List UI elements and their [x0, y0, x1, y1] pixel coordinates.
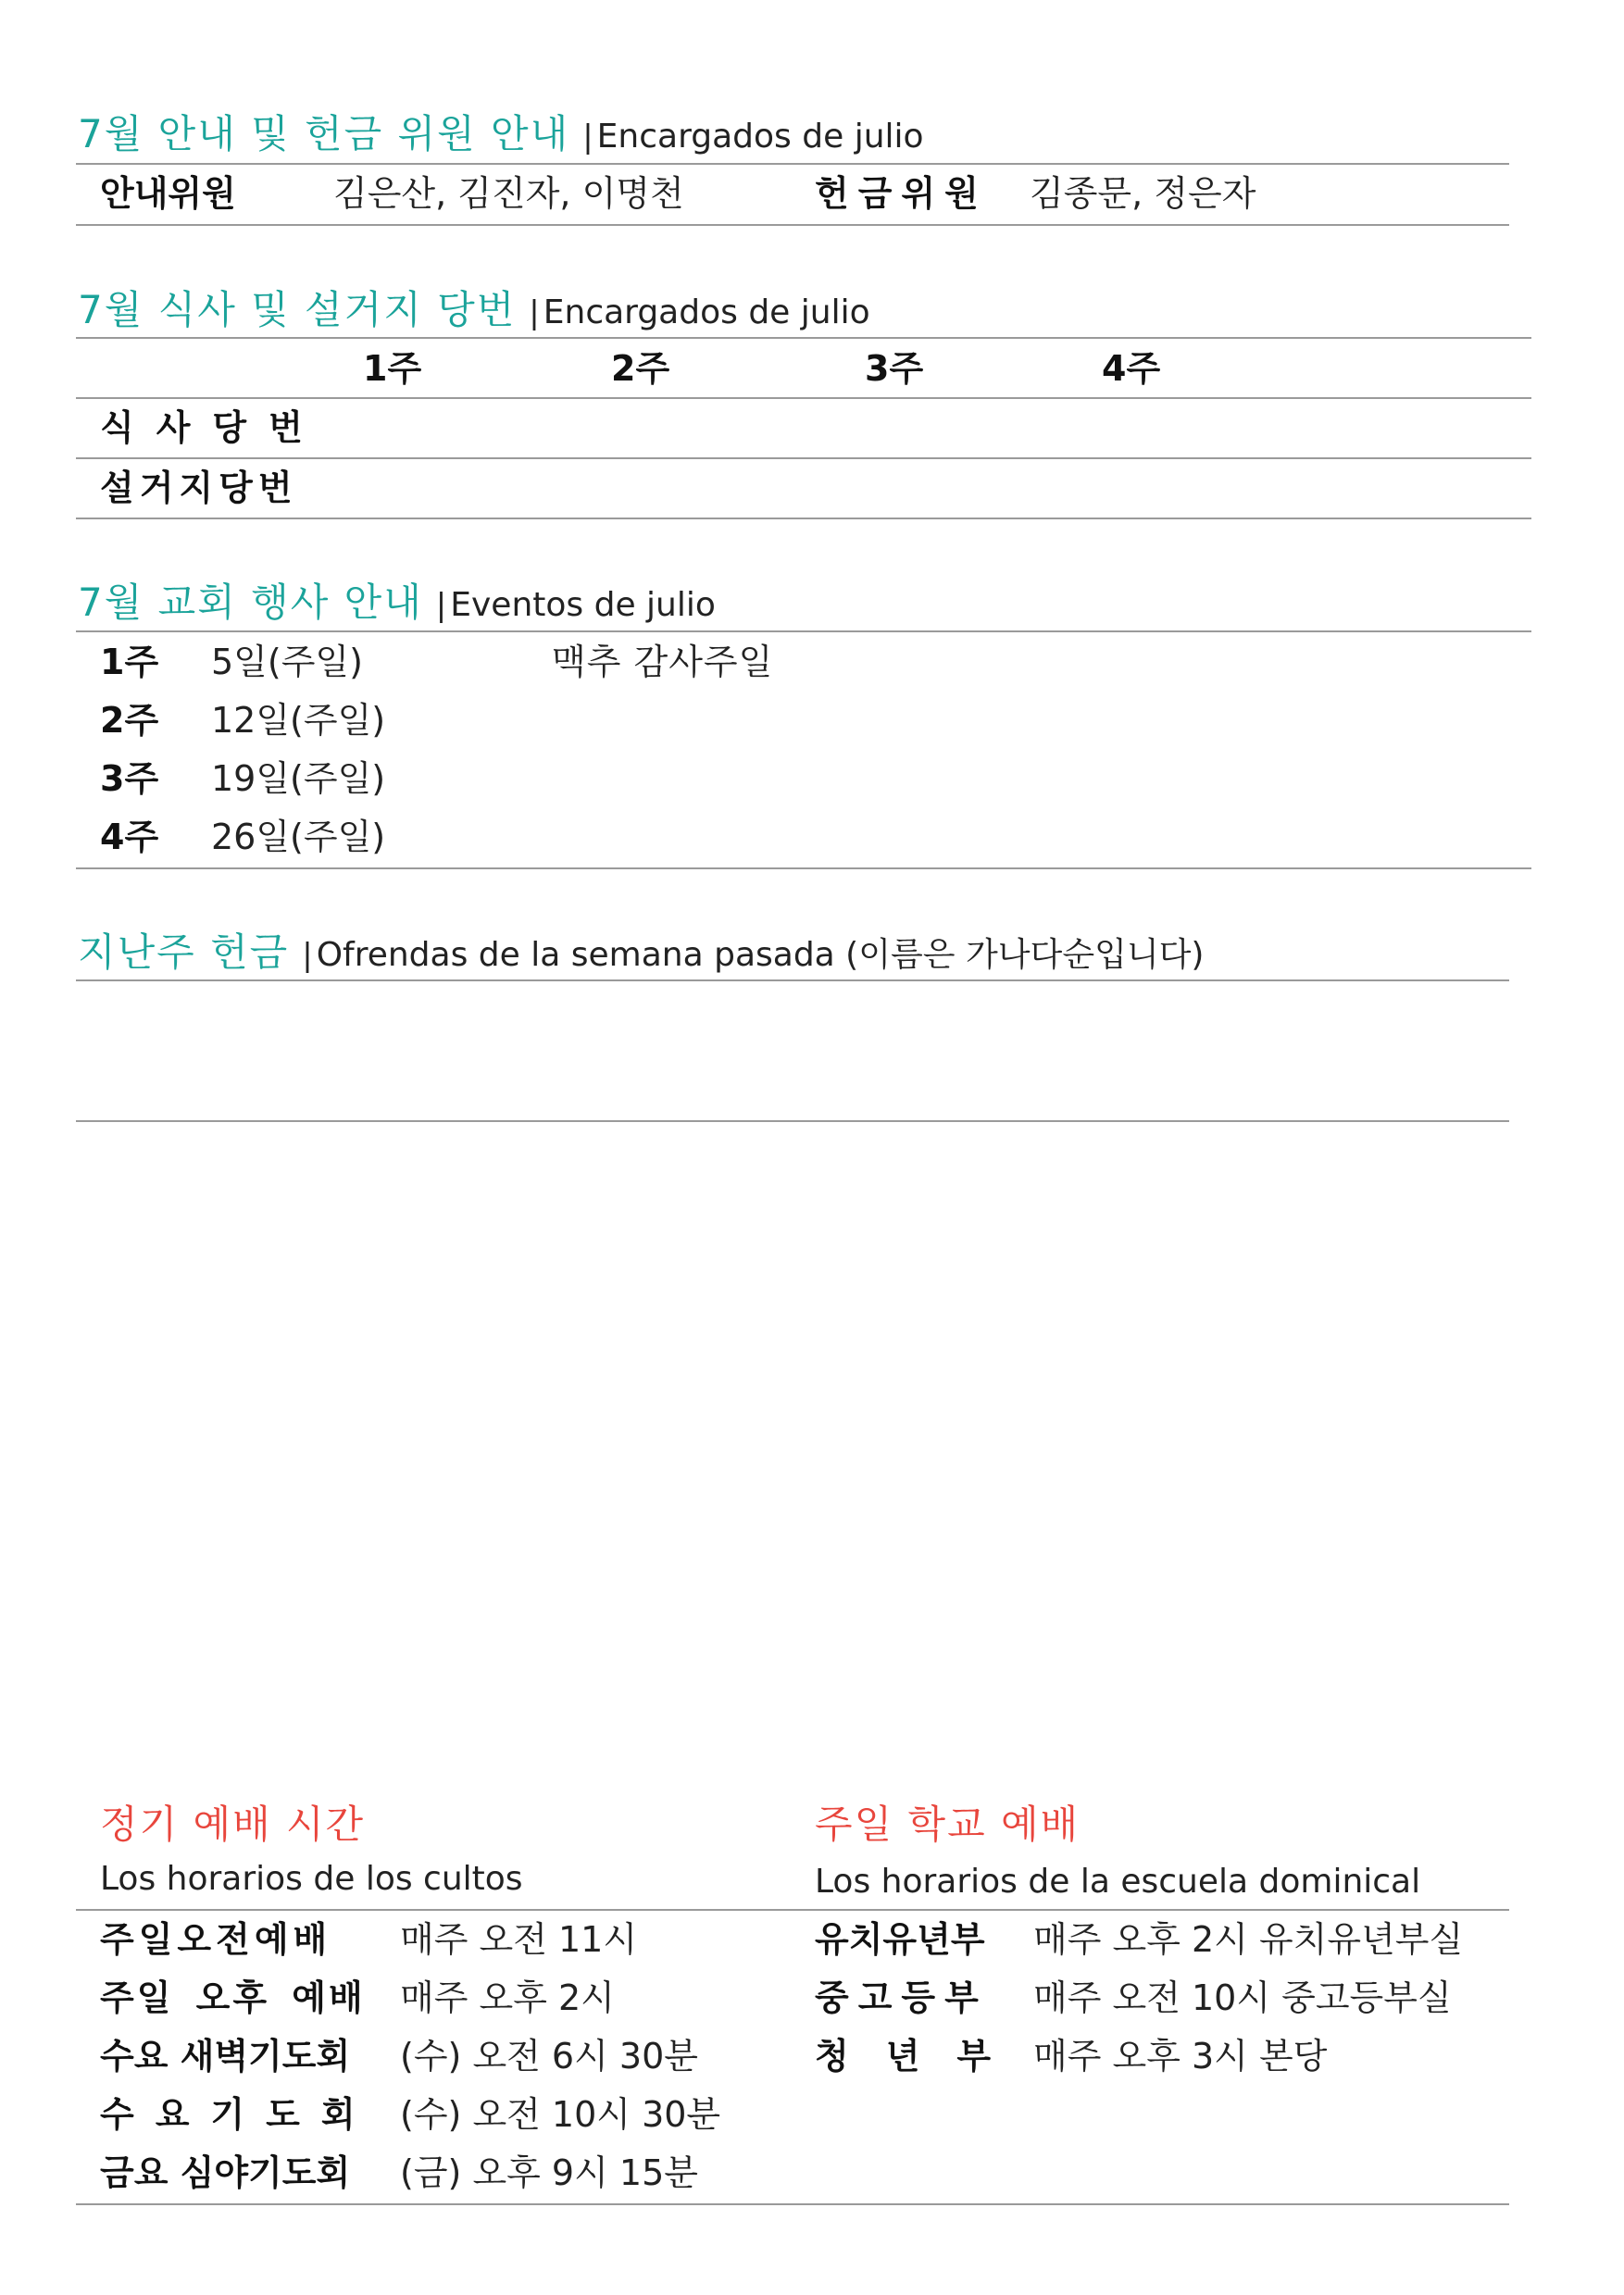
meals-section-title: [78, 287, 870, 332]
offerings-title-es: Ofrendas de la semana pasada (이름은 가나다순입니다): [316, 936, 1205, 974]
event-date: 26일(주일): [211, 817, 386, 857]
divider: [76, 337, 1531, 339]
title-separator: |: [529, 294, 540, 331]
divider: [76, 2203, 1509, 2205]
worship-time: (금) 오후 9시 15분: [400, 2152, 698, 2193]
title-separator: |: [582, 118, 593, 156]
week-header-2: 2주: [611, 348, 670, 389]
divider: [76, 630, 1531, 632]
meals-title-ko: 7월 식사 및 설거지 당번: [78, 287, 517, 332]
meals-title-es: Encargados de julio: [543, 293, 870, 331]
event-name: 맥추 감사주일: [552, 642, 774, 682]
divider: [76, 867, 1531, 869]
school-title-ko: 주일 학교 예배: [815, 1802, 1081, 1847]
worship-title-es: Los horarios de los cultos: [100, 1860, 523, 1898]
week-header-3: 3주: [865, 348, 924, 389]
divider: [76, 1120, 1509, 1122]
school-label: 유치유년부: [815, 1919, 985, 1960]
event-date: 19일(주일): [211, 758, 386, 799]
divider: [76, 1909, 1509, 1911]
worship-time: 매주 오후 2시: [400, 1977, 615, 2018]
event-week: 1주: [100, 642, 159, 682]
school-label: 청년부: [815, 2036, 1029, 2077]
usher-names: 김은산, 김진자, 이명천: [333, 173, 684, 214]
ushers-title-es: Encargados de julio: [596, 118, 924, 156]
divider: [76, 979, 1509, 981]
offerings-title-ko: 지난주 헌금: [78, 929, 290, 975]
title-separator: |: [435, 587, 447, 624]
meal-duty-label: 식사당번: [100, 407, 325, 448]
worship-label: 주일오전예배: [100, 1919, 332, 1960]
worship-label: 금요 심야기도회: [100, 2152, 351, 2193]
worship-section-title: [100, 1802, 366, 1847]
worship-time: (수) 오전 6시 30분: [400, 2036, 698, 2077]
event-week: 2주: [100, 700, 159, 741]
events-section-title: [78, 580, 716, 625]
events-title-ko: 7월 교회 행사 안내: [78, 580, 423, 625]
event-date: 12일(주일): [211, 700, 386, 741]
title-separator: |: [302, 937, 313, 974]
offering-committee-names: 김종문, 정은자: [1030, 173, 1256, 214]
worship-label: 수요 새벽기도회: [100, 2036, 351, 2077]
ushers-title-ko: 7월 안내 및 헌금 위원 안내: [78, 111, 570, 156]
worship-title-ko: 정기 예배 시간: [100, 1802, 366, 1847]
offering-committee-label: 헌금위원: [815, 173, 988, 214]
divider: [76, 163, 1509, 165]
events-title-es: Eventos de julio: [450, 586, 716, 624]
worship-time: (수) 오전 10시 30분: [400, 2094, 721, 2135]
divider: [76, 397, 1531, 399]
offerings-section-title: [78, 929, 1205, 975]
worship-label: 주일 오후 예배: [100, 1977, 366, 2018]
event-week: 3주: [100, 758, 159, 799]
school-time: 매주 오전 10시 중고등부실: [1033, 1977, 1452, 2018]
school-label: 중고등부: [815, 1977, 988, 2018]
week-header-1: 1주: [363, 348, 422, 389]
event-week: 4주: [100, 817, 159, 857]
divider: [76, 518, 1531, 519]
dishwashing-duty-label: 설거지당번: [100, 468, 298, 508]
event-date: 5일(주일): [211, 642, 363, 682]
worship-label: 수요기도회: [100, 2094, 377, 2135]
divider: [76, 457, 1531, 459]
divider: [76, 224, 1509, 226]
school-section-title: [815, 1802, 1081, 1847]
school-title-es: Los horarios de la escuela dominical: [815, 1863, 1421, 1901]
worship-time: 매주 오전 11시: [400, 1919, 638, 1960]
ushers-section-title: [78, 111, 924, 156]
school-time: 매주 오후 3시 본당: [1033, 2036, 1328, 2077]
week-header-4: 4주: [1102, 348, 1161, 389]
usher-label: 안내위원: [100, 173, 236, 214]
school-time: 매주 오후 2시 유치유년부실: [1033, 1919, 1464, 1960]
